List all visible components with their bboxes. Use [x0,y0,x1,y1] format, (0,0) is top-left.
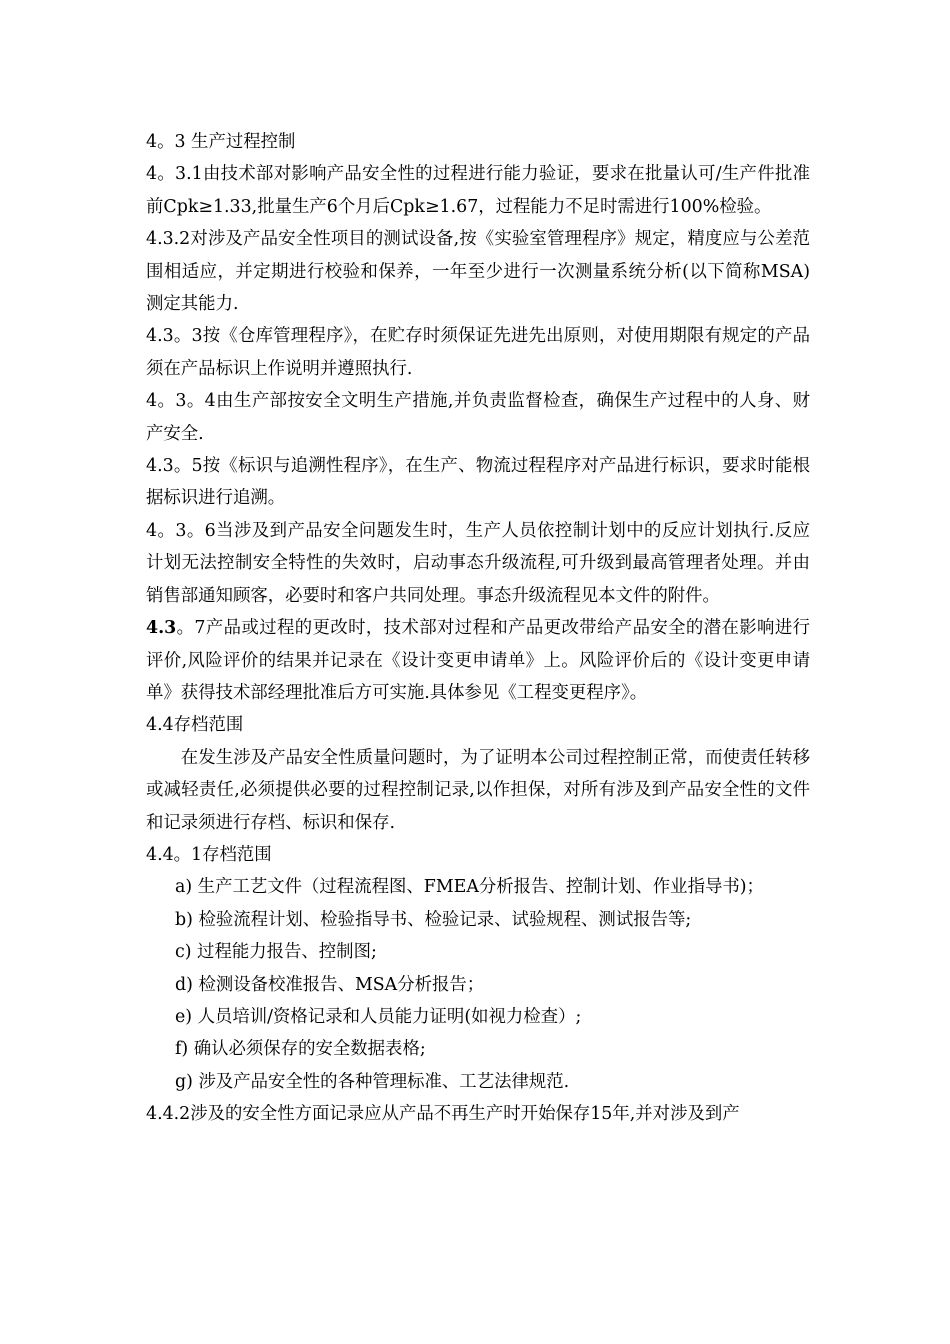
list-item: b) 检验流程计划、检验指导书、检验记录、试验规程、测试报告等; [175,909,692,930]
clause-4-3-1: 4。3.1由技术部对影响产品安全性的过程进行能力验证，要求在批量认可/生产件批准前Cpk≥1.33,批量生产6个月后Cpk≥1.67，过程能力不足时需进行100%检验。 [146,164,810,217]
clause-4-3-7-number: 4.3 [146,618,177,639]
list-item: a) 生产工艺文件（过程流程图、FMEA分析报告、控制计划、作业指导书)； [175,877,764,898]
document-page [146,126,810,1131]
clause-4-3-2: 4.3.2对涉及产品安全性项目的测试设备,按《实验室管理程序》规定，精度应与公差范围相适应，并定期进行校验和保养，一年至少进行一次测量系统分析(以下简称MSA)测定其能力. [146,229,810,315]
clause-4-3-4: 4。3。4由生产部按安全文明生产措施,并负责监督检查，确保生产过程中的人身、财产安全. [146,391,810,444]
list-item: f) 确认必须保存的安全数据表格; [175,1039,426,1060]
section-4-3-heading: 4。3 生产过程控制 [146,132,296,152]
list-item: d) 检测设备校准报告、MSA分析报告； [175,974,485,995]
clause-4-3-6: 4。3。6当涉及到产品安全问题发生时，生产人员依控制计划中的反应计划执行.反应计划无法控制安全特性的失效时，启动事态升级流程,可升级到最高管理者处理。并由销售部通知顾客，必要时和客户共同处理。事态升级流程见本文件的附件。 [146,520,810,606]
clause-4-3-5: 4.3。5按《标识与追溯性程序》，在生产、物流过程程序对产品进行标识，要求时能根据标识进行追溯。 [146,456,810,509]
list-item: e) 人员培训/资格记录和人员能力证明(如视力检查）; [175,1006,582,1027]
clause-4-3-3: 4.3。3按《仓库管理程序》，在贮存时须保证先进先出原则，对使用期限有规定的产品须在产品标识上作说明并遵照执行. [146,326,810,379]
clause-4-3-7-text: 。7产品或过程的更改时，技术部对过程和产品更改带给产品安全的潜在影响进行评价,风险评价的结果并记录在《设计变更申请单》上。风险评价后的《设计变更申请单》获得技术部经理批准后方可实施.具体参见《工程变更程序》。 [146,618,810,703]
section-4-4-1-heading: 4.4。1存档范围 [146,844,272,865]
clause-4-4-2: 4.4.2涉及的安全性方面记录应从产品不再生产时开始保存15年,并对涉及到产 [146,1104,740,1125]
section-4-4-heading: 4.4存档范围 [146,715,244,736]
list-item: g) 涉及产品安全性的各种管理标准、工艺法律规范. [175,1071,570,1092]
section-4-4-paragraph: 在发生涉及产品安全性质量问题时，为了证明本公司过程控制正常，而使责任转移或减轻责任,必须提供必要的过程控制记录,以作担保，对所有涉及到产品安全性的文件和记录须进行存档、标识和保存. [146,747,810,833]
archive-scope-list [146,871,810,1098]
list-item: c) 过程能力报告、控制图; [175,942,377,963]
clause-4-3-7 [146,612,810,709]
